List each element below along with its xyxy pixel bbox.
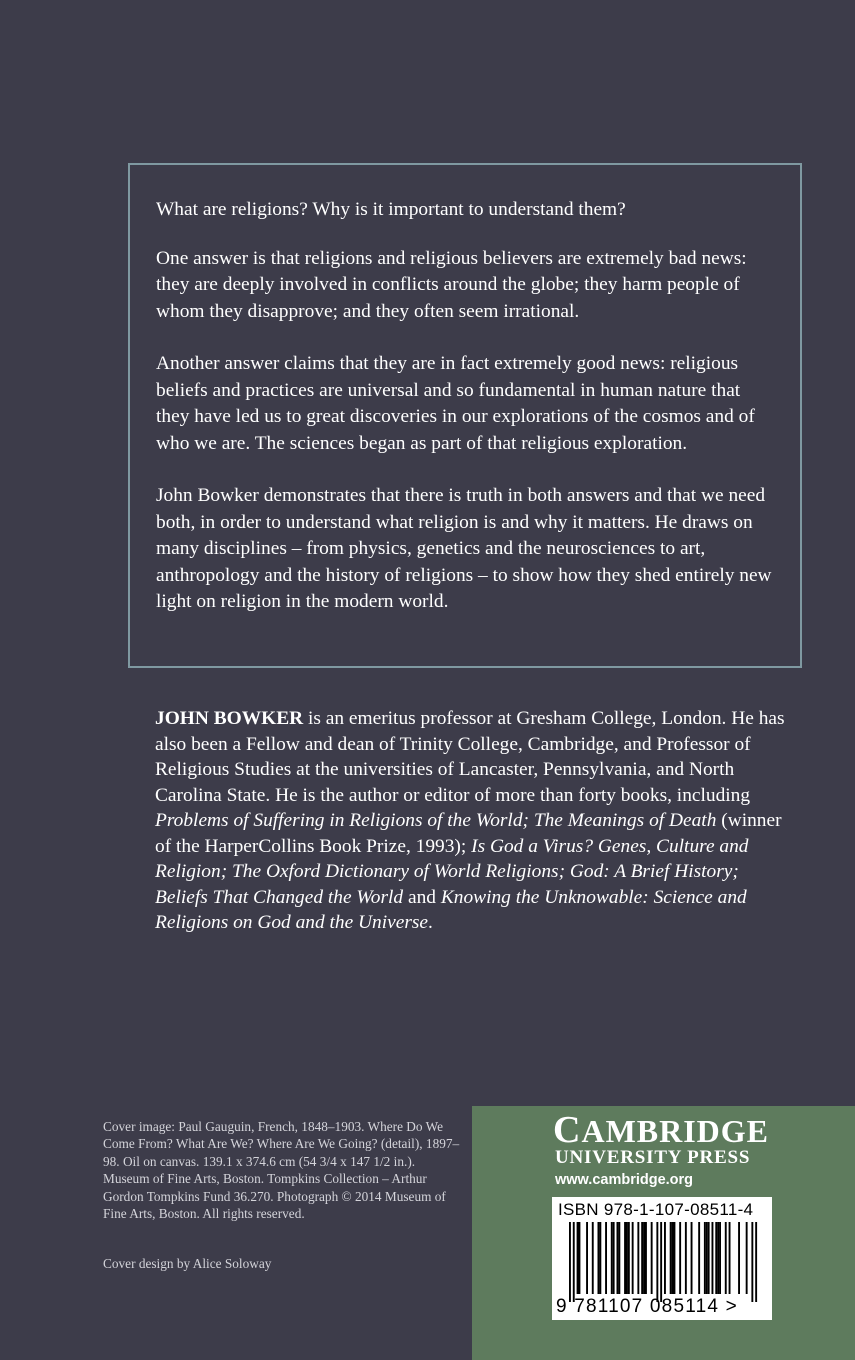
barcode-bar (592, 1222, 594, 1294)
barcode-bar (586, 1222, 588, 1294)
publisher-name (553, 1109, 770, 1151)
barcode-bar (618, 1222, 620, 1294)
barcode-bar (719, 1222, 721, 1294)
barcode-digits: 9 781107 085114 > (556, 1296, 738, 1317)
publisher-panel (472, 1106, 855, 1360)
barcode-bar (651, 1222, 653, 1294)
barcode-bar (738, 1222, 740, 1294)
publisher-subtitle: UNIVERSITY PRESS (555, 1147, 751, 1168)
author-bio-text-2: (winner of the HarperCollins Book Prize, 1993); (155, 810, 782, 857)
author-bio-text-1: is an emeritus professor at Gresham College, London. He has also been a Fellow and dean of Trinity College, Cambridge, and Professor of Religious Studies at the universities of Lancaster, Pennsylvania, and North Carolina State. He is the author or editor of more than forty books, including (155, 708, 785, 806)
author-name: JOHN BOWKER (155, 708, 304, 729)
barcode-bar (611, 1222, 613, 1294)
blurb-paragraph-1: What are religions? Why is it important to understand them? (156, 199, 626, 220)
barcode-bar (717, 1222, 719, 1294)
barcode-box (552, 1197, 772, 1320)
barcode-bar (672, 1222, 674, 1294)
barcode-bar (679, 1222, 681, 1294)
author-bio (155, 706, 795, 936)
cover-image-credit: Cover image: Paul Gauguin, French, 1848–1903. Where Do We Come From? What Are We? Where Are We Going? (detail), 1897–98. Oil on canvas. 139.1 x 374.6 cm (54 3/4 x 147 1/2 in.). Museum of Fine Arts, Boston. Tompkins Collection – Arthur Gordon Tompkins Fund 36.270. Photograph © 2014 Museum of Fine Arts, Boston. All rights reserved. (103, 1119, 460, 1222)
barcode-bar (628, 1222, 630, 1294)
barcode-bar (664, 1222, 666, 1294)
barcode-bar (691, 1222, 693, 1294)
blurb-paragraph-3: Another answer claims that they are in fact extremely good news: religious beliefs and practices are universal and so fundamental in human nature that they have led us to great discoveries in our explorations of the cosmos and of who we are. The sciences began as part of that religious exploration. (156, 353, 755, 454)
barcode-bar (605, 1222, 607, 1294)
author-bio-text-3: and (403, 886, 441, 908)
book-titles-1: Problems of Suffering in Religions of the World; The Meanings of Death (155, 810, 717, 831)
barcode-bar (617, 1222, 619, 1294)
barcode-bar (579, 1222, 581, 1294)
blurb-box (128, 163, 802, 668)
barcode-bar (632, 1222, 634, 1294)
barcode-bar (573, 1222, 575, 1302)
book-titles-3: Knowing the Unknowable: Science and Religions on God and the Universe (155, 886, 747, 933)
barcode-bar (569, 1222, 571, 1302)
barcode-bar (637, 1222, 639, 1294)
barcode-bar (656, 1222, 658, 1302)
barcode-bar (599, 1222, 601, 1294)
barcode-bar (645, 1222, 647, 1294)
barcode-bar (755, 1222, 757, 1302)
barcode-bar (626, 1222, 628, 1294)
barcode-bar (674, 1222, 676, 1294)
barcode-bar (670, 1222, 672, 1294)
blurb-paragraph-2: One answer is that religions and religious believers are extremely bad news: they are deeply involved in conflicts around the globe; they harm people of whom they disapprove; and they often seem irrational. (156, 247, 747, 322)
barcode-bar (708, 1222, 710, 1294)
barcode-bar (698, 1222, 700, 1294)
barcode-bar (598, 1222, 600, 1294)
barcode-bar (725, 1222, 727, 1294)
publisher-name-initial: C (553, 1109, 582, 1151)
publisher-url: www.cambridge.org (555, 1172, 694, 1188)
barcode-bar (751, 1222, 753, 1302)
barcode-bar (715, 1222, 717, 1294)
blurb-paragraph-4: John Bowker demonstrates that there is truth in both answers and that we need both, in order to understand what religion is and why it matters. He draws on many disciplines – from physics, genetics and the neurosciences to art, anthropology and the history of religions – to show how they shed entirely new light on religion in the modern world. (156, 485, 772, 612)
barcode-bar (577, 1222, 579, 1294)
barcode-bar (660, 1222, 662, 1302)
barcode-bar (704, 1222, 706, 1294)
barcode-bar (685, 1222, 687, 1294)
cover-design-credit: Cover design by Alice Soloway (103, 1256, 272, 1271)
barcode-bar (624, 1222, 626, 1294)
barcode-bar (706, 1222, 708, 1294)
barcode-bar (643, 1222, 645, 1294)
barcode-bar (729, 1222, 731, 1294)
barcode-bar (746, 1222, 748, 1294)
author-bio-text-4: . (428, 912, 433, 933)
barcode-bar (712, 1222, 714, 1294)
publisher-name-rest: AMBRIDGE (581, 1113, 770, 1149)
barcode-bar (613, 1222, 615, 1294)
barcode-bar (641, 1222, 643, 1294)
book-titles-2: Is God a Virus? Genes, Culture and Religion; The Oxford Dictionary of World Religions; God: A Brief History; Beliefs That Changed the World (155, 835, 749, 908)
isbn-label: ISBN 978-1-107-08511-4 (558, 1200, 754, 1219)
